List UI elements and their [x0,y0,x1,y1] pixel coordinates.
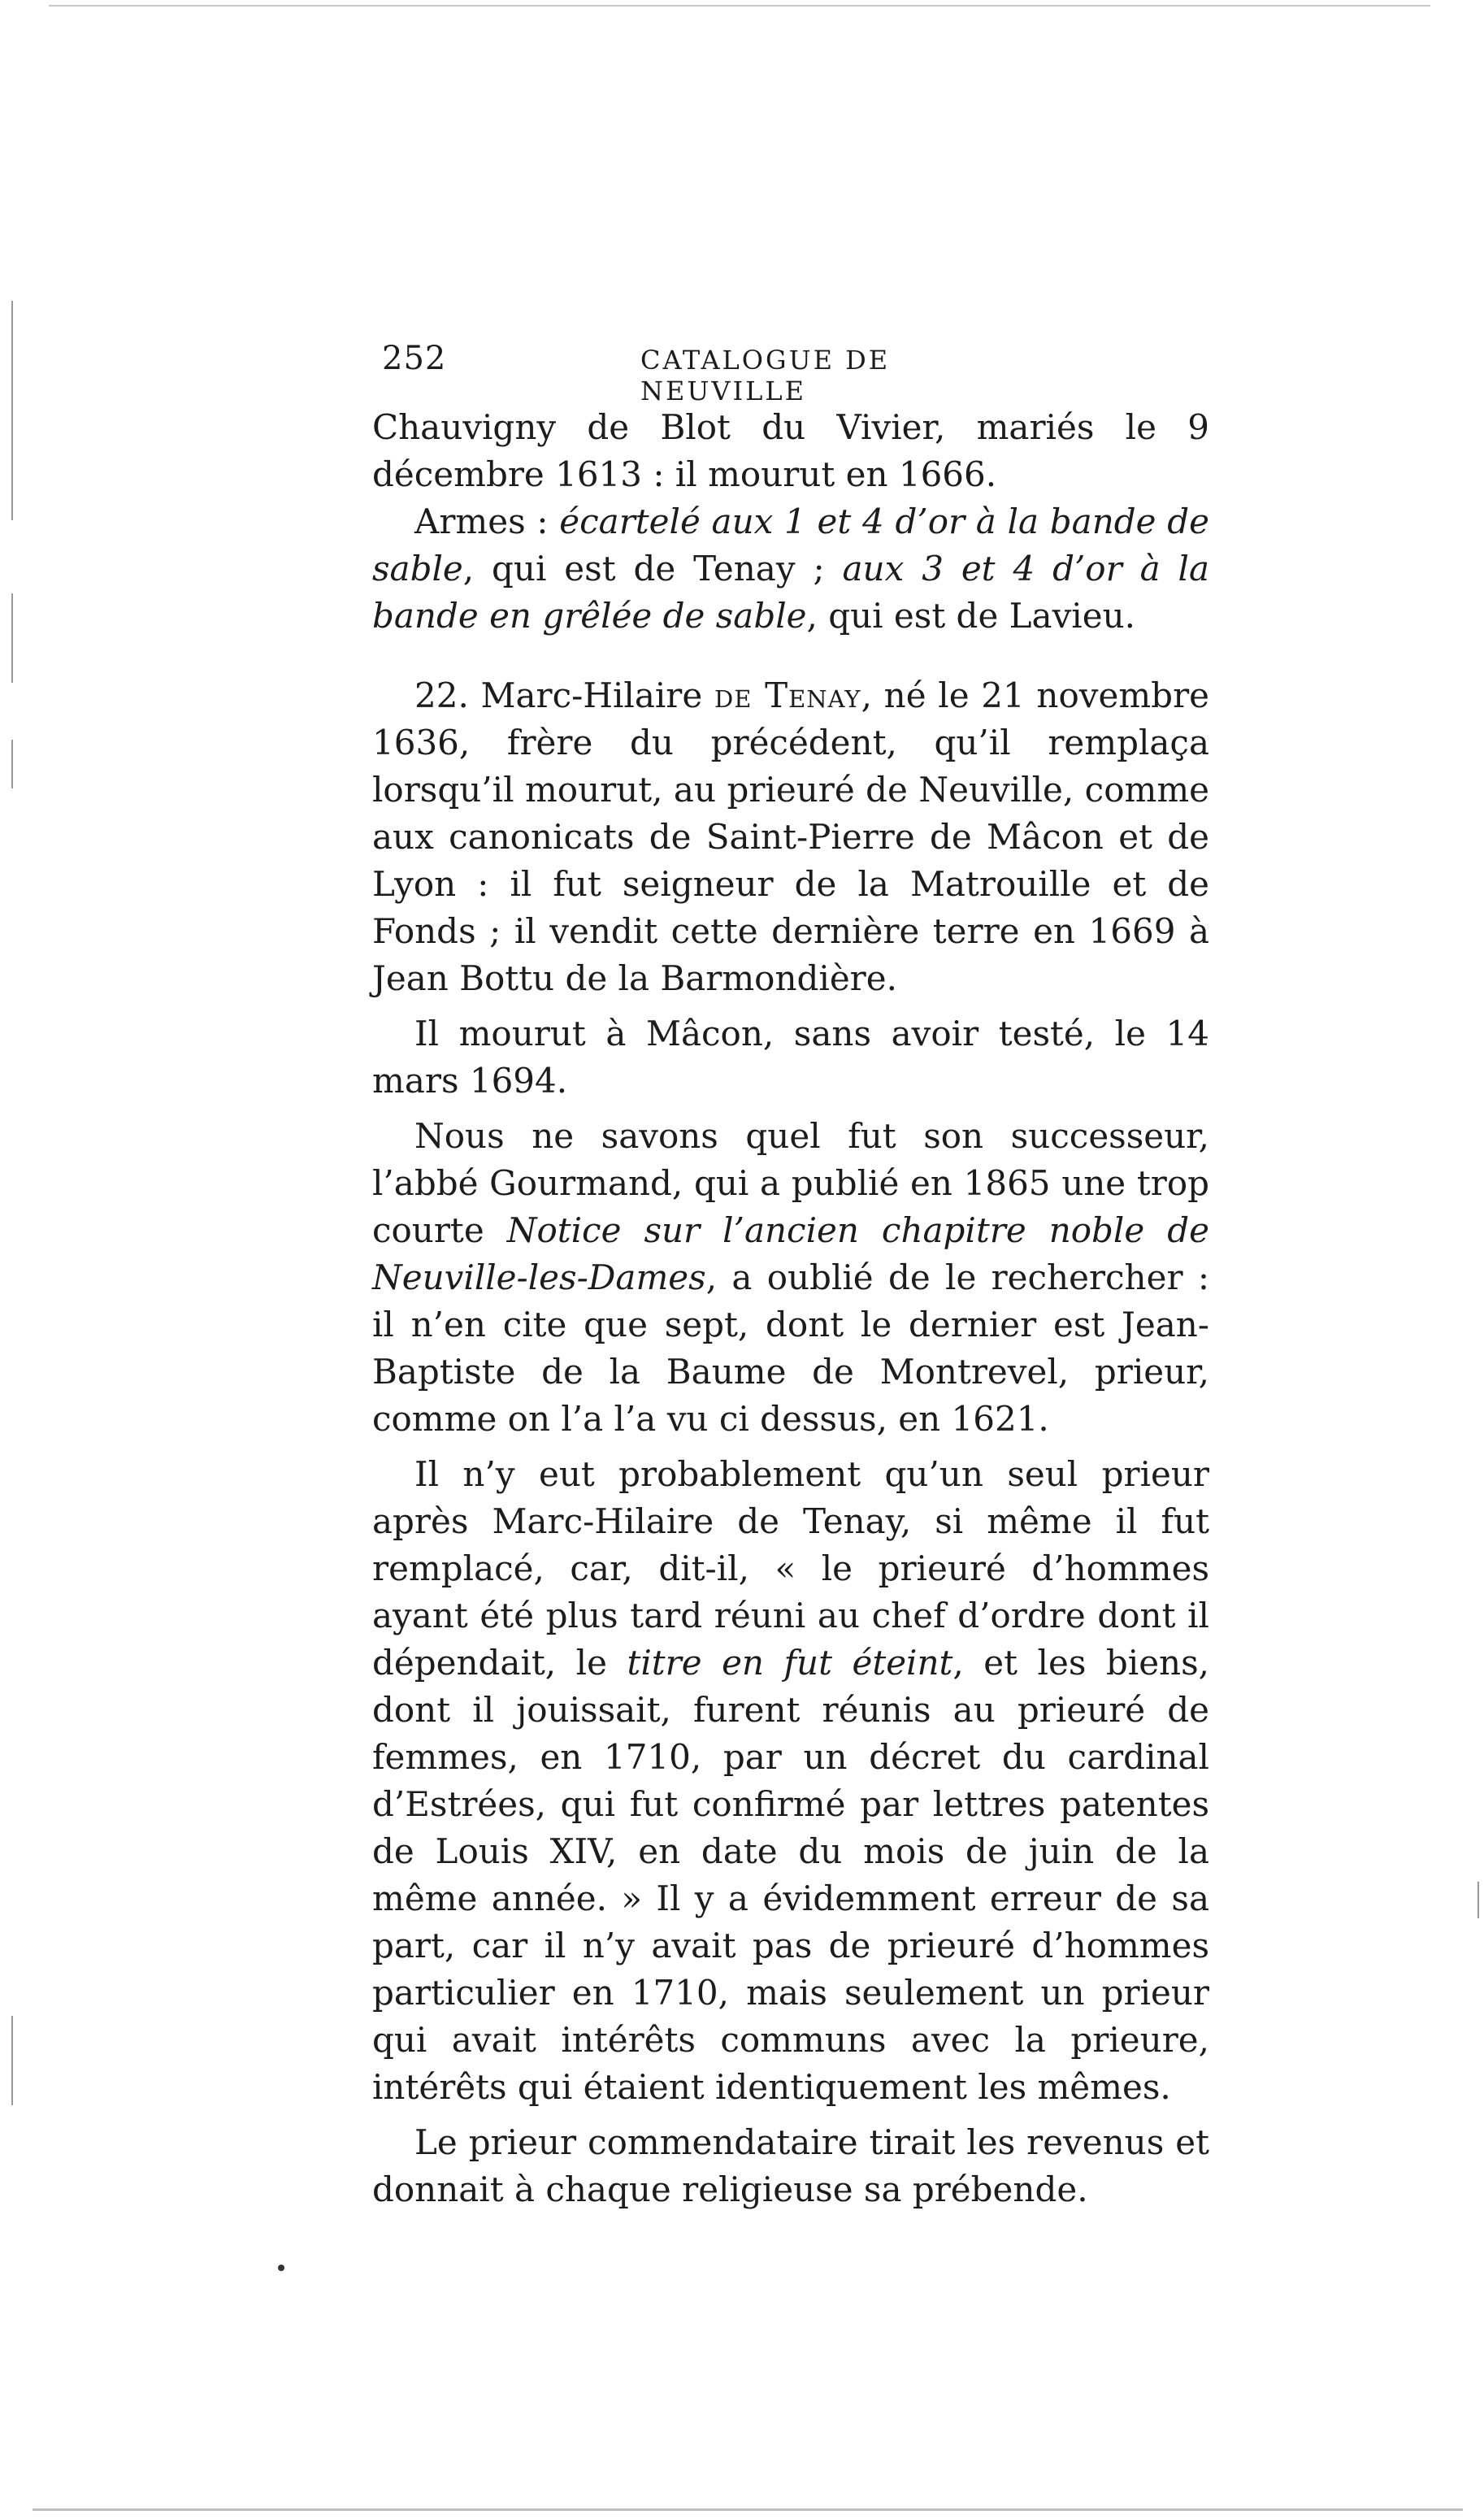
running-title: CATALOGUE DE NEUVILLE [640,345,891,406]
paragraph-continuation: Chauvigny de Blot du Vivier, mariés le 9 décembre 1613 : il mourut en 1666. [372,407,1209,494]
italic-run: aux 3 et 4 d’or à la bande en grêlée de sable [372,549,1209,636]
body-text [372,404,1209,2213]
paragraph-successor [372,1113,1209,1443]
text-run: , a oublié de le rechercher : il n’en cite que sept, dont le dernier est Jean-Baptiste de la Baume de Montrevel, prieur, comme on l’a l’a vu ci dessus, en 1621. [372,1257,1209,1439]
scan-bottom-edge [33,2508,1463,2511]
text-run: Nous ne savons quel fut son successeur, l’abbé Gourmand, qui a publié en 1865 une trop courte [372,1116,1209,1250]
scan-top-edge [49,5,1430,7]
page-number: 252 [382,340,447,377]
paragraph-death: Il mourut à Mâcon, sans avoir testé, le 14 mars 1694. [372,1014,1209,1101]
scan-speck [278,2265,284,2271]
italic-book-title: Notice sur l’ancien chapitre noble de Neuville-les-Dames [372,1210,1209,1297]
scan-left-edge-mark [11,301,13,520]
paragraph-entry-22 [372,672,1209,1002]
text-run: , et les biens, dont il jouissait, furent réunis au prieuré de femmes, en 1710, par un décret du cardinal d’Estrées, qui fut confirmé par lettres patentes de Louis XIV, en date du mois de juin de la même année. » Il y a évidemment erreur de sa part, car il n’y avait pas de prieuré d’hommes particulier en 1710, mais seulement un prieur qui avait intérêts communs avec la prieure, intérêts qui étaient identiquement les mêmes. [372,1643,1210,2107]
italic-run: titre en fut éteint [627,1643,953,1683]
paragraph-commendataire: Le prieur commendataire tirait les revenus et donnait à chaque religieuse sa prébende. [372,2122,1209,2209]
text-run: 22. Marc-Hilaire [414,675,714,715]
paragraph-prior [372,1451,1209,2111]
running-header [382,340,1044,406]
scan-left-edge-mark [11,2016,13,2105]
text-run: , qui est de Tenay ; [462,549,843,588]
paragraph-armes [372,498,1209,640]
text-run: Armes : [414,502,560,541]
italic-run: écartelé aux 1 et 4 d’or à la bande de sable [372,502,1209,588]
text-run: , né le 21 novembre 1636, frère du précédent, qu’il remplaça lorsqu’il mourut, au prieuré de Neuville, comme aux canonicats de Saint-Pierre de Mâcon et de Lyon : il fut seigneur de la Matrouille et de Fonds ; il vendit cette dernière terre en 1669 à Jean Bottu de la Barmondière. [372,675,1209,998]
scan-right-edge-mark [1477,1882,1479,1918]
text-run: Il n’y eut probablement qu’un seul prieur après Marc-Hilaire de Tenay, si même il fut remplacé, car, dit-il, « le prieuré d’hommes ayant été plus tard réuni au chef d’ordre dont il dépendait, le [372,1454,1209,1683]
small-caps-name: de Tenay [714,675,861,715]
scan-left-edge-mark [11,593,13,683]
scan-left-edge-mark [11,740,13,788]
text-run: , qui est de Lavieu. [806,596,1135,636]
